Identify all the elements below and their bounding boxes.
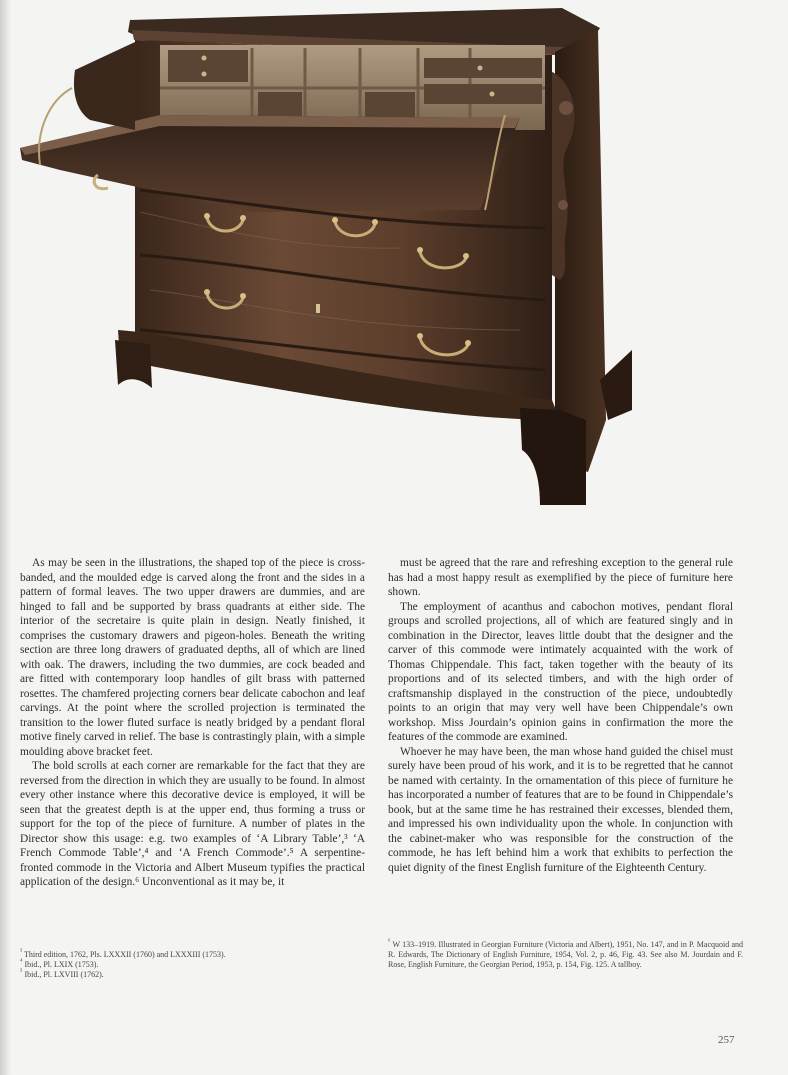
footnote: ³ Third edition, 1762, Pls. LXXXII (1760) and LXXXIII (1753). — [20, 947, 226, 959]
writing-flap — [20, 115, 520, 212]
text-column-right — [388, 556, 733, 875]
paragraph: must be agreed that the rare and refreshing exception to the general rule has had a most happy result as exemplified by the piece of furniture here shown. — [388, 557, 733, 598]
bracket-foot-left — [115, 340, 152, 388]
text-column-left — [20, 556, 365, 890]
footnote: ⁴ Ibid., Pl. LXIX (1753). — [20, 957, 99, 969]
paragraph: The bold scrolls at each corner are remarkable for the fact that they are reversed from the direction in which they are usually to be found. In almost every other instance where this decorative device is employed, it will be seen that the greatest depth is at the upper end, thus forming a truss or support for the top of the piece of furniture. A number of plates in the Director show this usage: e.g. two examples of ‘A Library Table’,³ ‘A French Commode Table’,⁴ and ‘A French Commode’.⁵ A serpentine-fronted commode in the Victoria and Albert Museum typifies the practical application of the design.⁶ Unconventional as it may be, it — [20, 760, 365, 888]
paragraph: Whoever he may have been, the man whose hand guided the chisel must surely have been proud of his work, and it is to be regretted that he cannot be named with certainty. In the ornamentation of this piece of furniture he has incorporated a number of features that are to be found in Chippendale’s book, but at the same time he has restrained their excesses, blended them, and impressed his own individuality upon the whole. In conjunction with the cabinet-maker who was responsible for the construction of the commode, he has left behind him a work that exhibits to perfection the quiet dignity of the finest English furniture of the Eighteenth Century. — [388, 745, 733, 874]
footnote: ⁵ Ibid., Pl. LXVIII (1762). — [20, 967, 104, 979]
keyhole-escutcheon — [316, 304, 320, 313]
page-number: 257 — [718, 1034, 735, 1046]
paragraph: As may be seen in the illustrations, the shaped top of the piece is cross-banded, and the moulded edge is carved along the front and the sides in a pattern of formal leaves. The two upper drawers are dummies, and are hinged to fall and be supported by brass quadrants at either side. The interior of the secretaire is quite plain in design. Neatly finished, it comprises the customary drawers and pigeon-holes. Beneath the writing section are three long drawers of graduated depths, all of which are lined with oak. The drawers, including the two dummies, are cock beaded and are fitted with contemporary loop handles of gilt brass with patterned rosettes. The chamfered projecting corners bear delicate cabochon and leaf carvings. At the point where the scrolled projection is terminated the transition to the lower fluted surface is neatly bridged by a pendant floral motive finely carved in relief. The base is contrastingly plain, with a simple moulding above bracket feet. — [20, 557, 365, 758]
footnotes-right — [388, 937, 743, 970]
footnotes-left — [20, 947, 365, 980]
bracket-foot-front — [520, 408, 586, 505]
commode-photograph — [0, 0, 788, 520]
paragraph: The employment of acanthus and cabochon motives, pendant floral groups and scrolled projections, all of which are featured singly and in combination in the Director, leaves little doubt that the designer and the carver of this commode were intimately acquainted with the work of Thomas Chippendale. This fact, taken together with the beauty of its proportions and of its selected timbers, and with the high order of craftsmanship displayed in the construction of the piece, undoubtedly points to an origin that may very well have been Chippendale’s own workshop. Miss Jourdain’s opinion gains in confirmation the more the features of the commode are examined. — [388, 600, 733, 743]
footnote: ⁶ W 133–1919. Illustrated in Georgian Furniture (Victoria and Albert), 1951, No. 147, and in P. Macquoid and R. Edwards, The Dictionary of English Furniture, 1954, Vol. 2, p. 46, Fig. 43. See also M. Jourdain and F. Rose, English Furniture, the Georgian Period, 1953, p. 154, Fig. 125. A tallboy. — [388, 937, 743, 969]
